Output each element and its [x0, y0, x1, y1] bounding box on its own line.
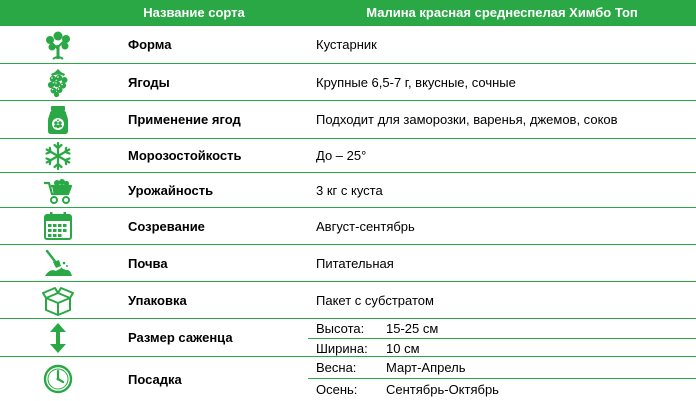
table-row-planting	[0, 357, 696, 401]
sub-key: Высота:	[316, 321, 365, 336]
sub-value: 15-25 см	[386, 321, 439, 336]
snowflake-icon	[0, 139, 116, 172]
wheelbarrow-icon	[0, 173, 116, 207]
sub-value: Сентябрь-Октябрь	[386, 382, 499, 397]
list-item	[308, 378, 696, 400]
row-label: Форма	[128, 37, 172, 52]
table-row-form	[0, 26, 696, 64]
row-value: Питательная	[316, 255, 394, 271]
list-item	[308, 319, 696, 338]
table-row-seedling-size	[0, 319, 696, 357]
list-item	[308, 357, 696, 378]
raspberry-icon	[0, 64, 116, 100]
table-row-soil	[0, 245, 696, 282]
row-label: Применение ягод	[128, 112, 241, 127]
jam-jar-icon	[0, 101, 116, 138]
row-label: Созревание	[128, 218, 205, 234]
row-label: Посадка	[128, 371, 182, 387]
sub-key: Весна:	[316, 360, 357, 375]
clock-icon	[0, 357, 116, 401]
row-value: До – 25°	[316, 148, 367, 163]
tree-icon	[0, 26, 116, 63]
row-value: Пакет с субстратом	[316, 292, 434, 308]
row-label: Упаковка	[128, 292, 187, 308]
row-label: Ягоды	[128, 74, 170, 90]
header-variety-name-label: Название сорта	[143, 5, 245, 20]
box-icon	[0, 282, 116, 318]
sub-value: 10 см	[386, 340, 420, 356]
row-label: Морозостойкость	[128, 148, 242, 163]
calendar-icon	[0, 208, 116, 244]
soil-shovel-icon	[0, 245, 116, 281]
row-label: Урожайность	[128, 182, 214, 198]
table-row-packaging	[0, 282, 696, 319]
table-header	[0, 0, 696, 26]
table-row-usage	[0, 101, 696, 139]
height-arrows-icon	[0, 319, 116, 356]
table-row-ripening	[0, 208, 696, 245]
row-value: 3 кг с куста	[316, 182, 383, 198]
row-value: Подходит для заморозки, варенья, джемов, соков	[316, 112, 618, 127]
row-label: Почва	[128, 255, 168, 271]
table-row-yield	[0, 173, 696, 208]
sub-key: Ширина:	[316, 340, 368, 356]
sub-key: Осень:	[316, 382, 358, 397]
header-variety-title: Малина красная среднеспелая Химбо Топ	[366, 5, 638, 20]
sub-value: Март-Апрель	[386, 360, 466, 375]
row-label: Размер саженца	[128, 330, 233, 345]
list-item	[308, 338, 696, 357]
table-row-berries	[0, 64, 696, 101]
row-value: Август-сентябрь	[316, 218, 415, 234]
row-value: Кустарник	[316, 37, 377, 52]
row-value: Крупные 6,5-7 г, вкусные, сочные	[316, 74, 516, 90]
table-row-frost	[0, 139, 696, 173]
